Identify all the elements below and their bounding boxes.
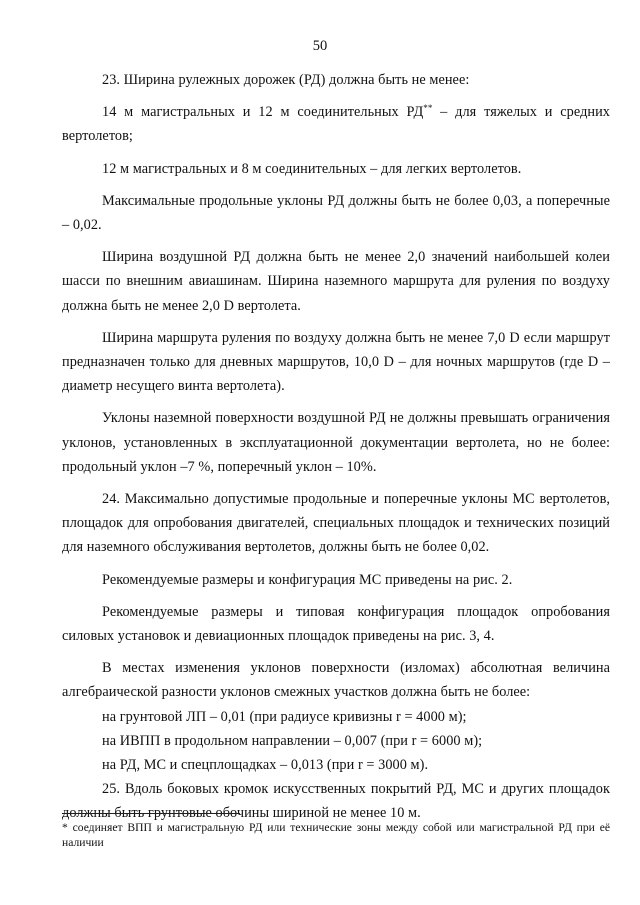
taxiway-heavy-text: 14 м магистральных и 12 м соединительных РД [102, 104, 424, 121]
list-item-ground-lp: на грунтовой ЛП – 0,01 (при радиусе кривизны r = 4000 м); [102, 708, 467, 725]
paragraph-air-taxiway-width: Ширина воздушной РД должна быть не менее 2,0 значений наибольшей колеи шасси по внешним авиашинам. Ширина наземного маршрута для руления по воздуху должна быть не менее 2,0 D вертолета. [62, 249, 610, 314]
list-item-ivpp: на ИВПП в продольном направлении – 0,007 (при r = 6000 м); [102, 732, 483, 749]
paragraph-taxiway-heavy [62, 100, 610, 148]
document-body [62, 68, 610, 826]
taxiway-heavy-text-end: – для тяжелых и средних вертолетов; [62, 104, 610, 145]
footnote-mark: ** [423, 103, 433, 114]
paragraph-ms-sizes: Рекомендуемые размеры и конфигурация МС приведены на рис. 2. [102, 571, 513, 588]
paragraph-25: 25. Вдоль боковых кромок искусственных покрытий РД, МС и других площадок должны быть грунтовые обочины шириной не менее 10 м. [62, 781, 610, 822]
paragraph-surface-slopes: Уклоны наземной поверхности воздушной РД не должны превышать ограничения уклонов, установленных в эксплуатационной документации вертолета, но не более: продольный уклон –7 %, поперечный уклон – 10%. [62, 410, 610, 475]
paragraph-max-slopes: Максимальные продольные уклоны РД должны быть не более 0,03, а поперечные – 0,02. [62, 192, 610, 234]
paragraph-slope-breaks: В местах изменения уклонов поверхности (изломах) абсолютная величина алгебраической разности уклонов смежных участков должна быть не более: [62, 660, 610, 701]
footnote-divider [62, 813, 240, 814]
paragraph-air-taxi-route: Ширина маршрута руления по воздуху должна быть не менее 7,0 D если маршрут предназначен только для дневных маршрутов, 10,0 D – для ночных маршрутов (где D – диаметр несущего винта вертолета). [62, 329, 610, 395]
paragraph-test-pads: Рекомендуемые размеры и типовая конфигурация площадок опробования силовых установок и девиационных площадок приведены на рис. 3, 4. [62, 603, 610, 645]
footnote: * соединяет ВПП и магистральную РД или технические зоны между собой или магистральной РД при её наличии [62, 821, 610, 849]
paragraph-24: 24. Максимально допустимые продольные и поперечные уклоны МС вертолетов, площадок для опробования двигателей, специальных площадок и технических позиций для наземного обслуживания вертолетов, должны быть не более 0,02. [62, 491, 610, 556]
paragraph-23-heading: 23. Ширина рулежных дорожек (РД) должна быть не менее: [102, 72, 470, 88]
page-number: 50 [312, 38, 328, 54]
list-item-rd-ms: на РД, МС и спецплощадках – 0,013 (при r = 3000 м). [102, 757, 429, 774]
paragraph-taxiway-light: 12 м магистральных и 8 м соединительных – для легких вертолетов. [102, 160, 522, 177]
